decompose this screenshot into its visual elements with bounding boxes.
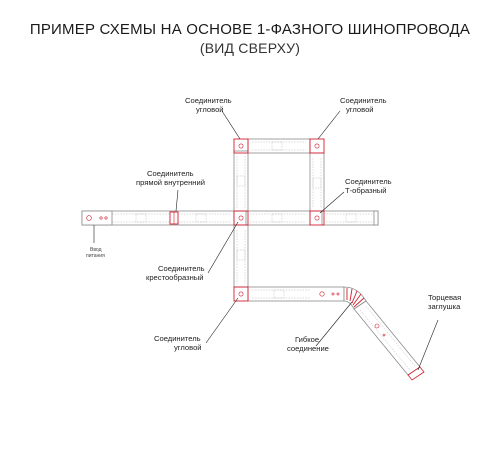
- rail-lower-vertical: [234, 225, 248, 287]
- label-t-shaped: Соединитель Т-образный: [345, 177, 392, 195]
- rail-diagonal: [354, 301, 420, 375]
- label-straight-inner: Соединитель прямой внутренний: [136, 169, 205, 187]
- label-corner-top-left: Соединитель угловой: [185, 96, 232, 114]
- rail-bottom-horizontal: [248, 287, 344, 301]
- label-flexible: Гибкое соединение: [287, 335, 329, 353]
- label-end-cap: Торцевая заглушка: [428, 293, 462, 311]
- rail-middle-horizontal: [246, 211, 378, 225]
- label-corner-bottom: Соединитель угловой: [154, 334, 202, 352]
- label-corner-top-right: Соединитель угловой: [340, 96, 387, 114]
- rail-square-top: [248, 139, 310, 153]
- rail-right-end: [374, 211, 378, 225]
- corner-connector-top-right: [310, 139, 324, 153]
- power-input-block: [82, 211, 112, 225]
- diagram-subtitle: (ВИД СВЕРХУ): [199, 40, 301, 56]
- corner-connector-bottom: [234, 287, 248, 301]
- label-power-input: Ввод питания: [86, 247, 105, 259]
- diagram-title: ПРИМЕР СХЕМЫ НА ОСНОВЕ 1-ФАЗНОГО ШИНОПРОВОДА: [29, 21, 471, 38]
- rail-square-right: [310, 153, 324, 211]
- rail-square-left: [234, 151, 248, 211]
- label-cross: Соединитель крестообразный: [146, 264, 205, 282]
